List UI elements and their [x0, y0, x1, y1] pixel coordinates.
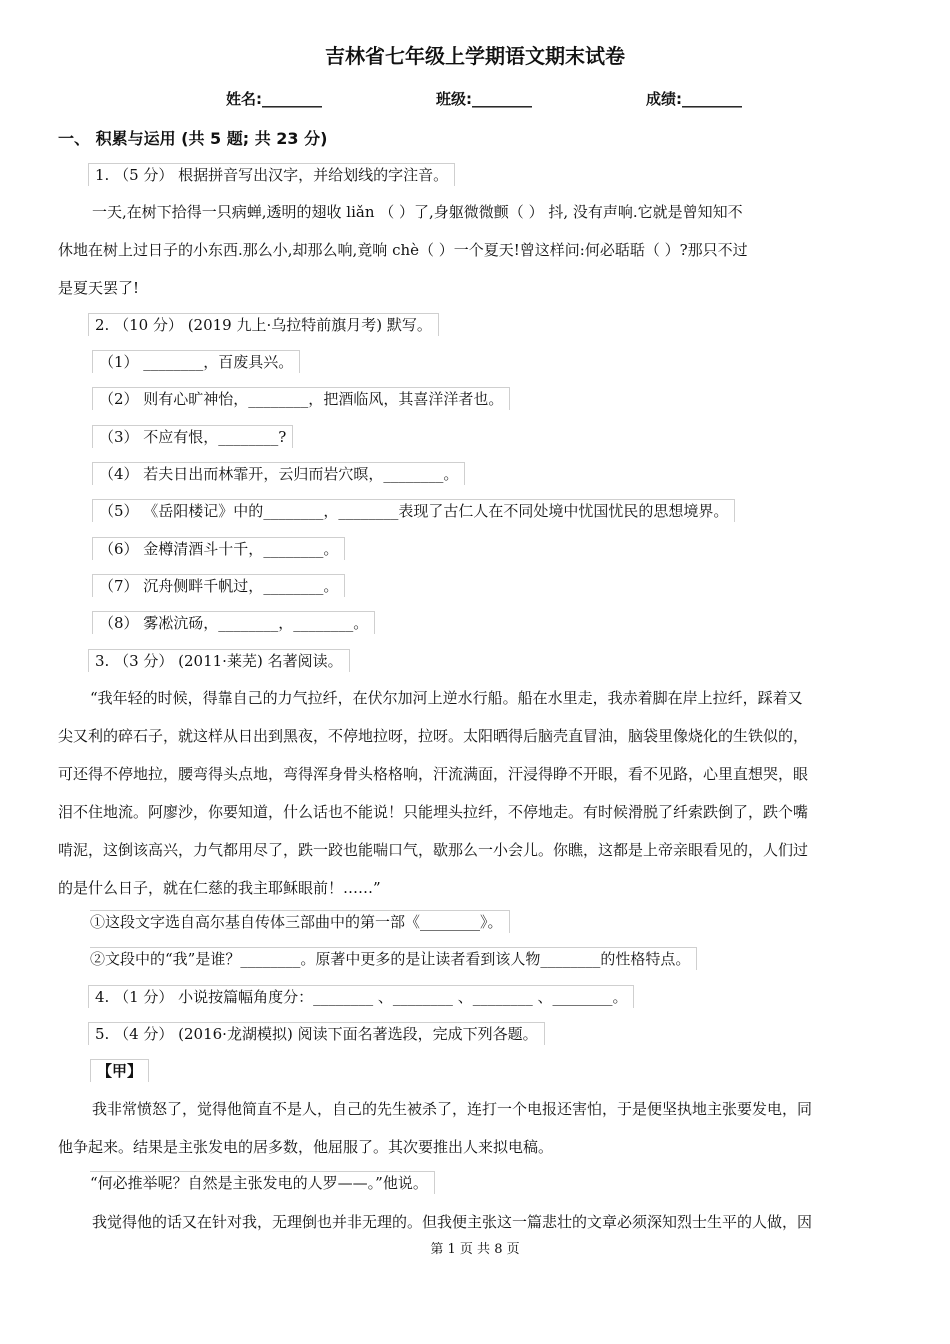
passage-line: 他争起来。结果是主张发电的居多数，他屈服了。其次要推出人来拟电稿。	[58, 1138, 554, 1156]
question-2-item: （4） 若夫日出而林霏开，云归而岩穴暝，________。	[92, 462, 465, 485]
question-4-head: 4. （1 分） 小说按篇幅角度分：________ 、________ 、________ 、________。	[88, 985, 634, 1008]
score-field: 成绩:________	[646, 90, 742, 108]
question-2-item: （5） 《岳阳楼记》中的________，________表现了古仁人在不同处境中忧国忧民的思想境界。	[92, 499, 735, 522]
passage-line: 啃泥，这倒该高兴，力气都用尽了，跌一跤也能喘口气，歇那么一小会儿。你瞧，这都是上帝亲眼看见的，人们过	[58, 841, 809, 859]
passage-line: 的是什么日子，就在仁慈的我主耶稣眼前！……”	[58, 879, 381, 897]
question-3-sub-2: ②文段中的“我”是谁？________。原著中更多的是让读者看到该人物________的性格特点。	[90, 947, 697, 970]
question-2-item: （1） ________，百废具兴。	[92, 350, 300, 373]
question-5-passage-1	[58, 1090, 900, 1166]
page-title: 吉林省七年级上学期语文期末试卷	[325, 44, 625, 68]
question-2-head: 2. （10 分） (2019 九上·乌拉特前旗月考) 默写。	[88, 313, 439, 336]
question-5-head: 5. （4 分） (2016·龙湖模拟) 阅读下面名著选段，完成下列各题。	[88, 1022, 545, 1045]
passage-line: 泪不住地流。阿廖沙，你要知道，什么话也不能说！只能埋头拉纤，不停地走。有时候滑脱了纤索跌倒了，跌个嘴	[58, 803, 809, 821]
page-footer: 第 1 页 共 8 页	[430, 1242, 520, 1257]
question-1-line: 一天,在树下拾得一只病蝉,透明的翅收 liǎn （ ）了,身躯微微颤（ ） 抖, 没有声响.它就是曾知知不	[92, 203, 743, 221]
question-1-line: 是夏天罢了!	[58, 279, 140, 297]
question-2-item: （3） 不应有恨，________?	[92, 425, 293, 448]
passage-line: 我非常愤怒了，觉得他简直不是人，自己的先生被杀了，连打一个电报还害怕，于是便坚执地主张要发电，同	[92, 1100, 813, 1118]
question-2-item: （7） 沉舟侧畔千帆过，________。	[92, 574, 345, 597]
question-1-head: 1. （5 分） 根据拼音写出汉字，并给划线的字注音。	[88, 163, 455, 186]
passage-line: 我觉得他的话又在针对我，无理倒也并非无理的。但我便主张这一篇悲壮的文章必须深知烈士生平的人做，因	[92, 1213, 813, 1231]
question-1-body	[58, 193, 900, 307]
question-3-head: 3. （3 分） (2011·莱芜) 名著阅读。	[88, 649, 350, 672]
passage-line: 尖又利的碎石子，就这样从日出到黑夜，不停地拉呀，拉呀。太阳晒得后脑壳直冒油，脑袋里像烧化的生铁似的，	[58, 727, 809, 745]
question-5-passage-3	[58, 1203, 900, 1241]
class-field: 班级:________	[436, 90, 532, 108]
question-1-line: 休地在树上过日子的小东西.那么小,却那么响,竟响 chè（ ）一个夏天!曾这样问:何必聒聒（ ）?那只不过	[58, 241, 748, 259]
question-2-item: （2） 则有心旷神怡，________，把酒临风，其喜洋洋者也。	[92, 387, 510, 410]
question-2-item: （8） 雾凇沆砀，________，________。	[92, 611, 375, 634]
question-2-item: （6） 金樽清酒斗十千，________。	[92, 537, 345, 560]
section-heading: 一、 积累与运用 (共 5 题; 共 23 分)	[58, 129, 328, 148]
passage-label-jia: 【甲】	[90, 1059, 149, 1082]
passage-line: “我年轻的时候，得靠自己的力气拉纤，在伏尔加河上逆水行船。船在水里走，我赤着脚在岸上拉纤，踩着又	[90, 689, 803, 707]
question-5-passage-2: “何必推举呢？自然是主张发电的人罗——。”他说。	[90, 1171, 435, 1194]
passage-line: 可还得不停地拉，腰弯得头点地，弯得浑身骨头格格响，汗流满面，汗浸得睁不开眼，看不见路，心里直想哭，眼	[58, 765, 809, 783]
question-3-passage	[58, 679, 900, 907]
name-field: 姓名:________	[226, 90, 322, 108]
question-3-sub-1: ①这段文字选自高尔基自传体三部曲中的第一部《________》。	[90, 910, 510, 933]
